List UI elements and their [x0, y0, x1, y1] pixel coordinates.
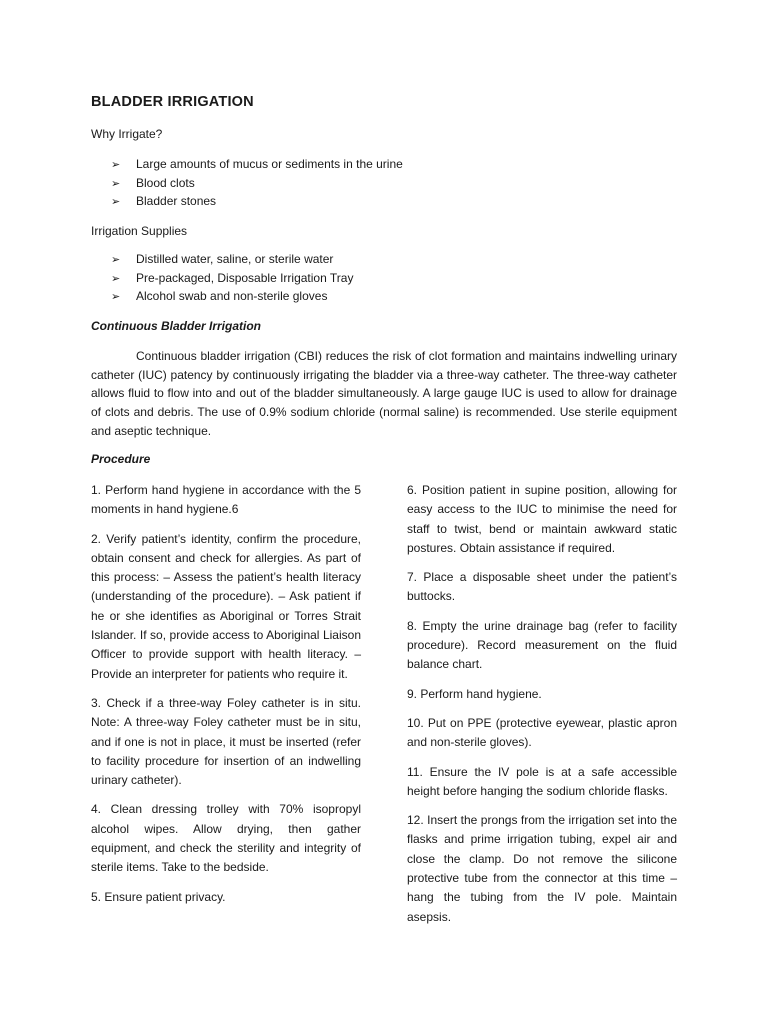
procedure-heading: Procedure: [91, 452, 151, 466]
procedure-step-9: 9. Perform hand hygiene.: [407, 686, 542, 701]
procedure-step-12: 12. Insert the prongs from the irrigation set into the flasks and prime irrigation tubing, expel air and close the clamp. Do not remove the silicone protective tube from the connector at this time – hang the tubing from the IV pole. Maintain asepsis.: [407, 813, 677, 924]
procedure-step-6: 6. Position patient in supine position, allowing for easy access to the IUC to minimise the need for staff to twist, bend or maintain awkward static postures. Obtain assistance if required.: [407, 483, 677, 555]
procedure-step-4: 4. Clean dressing trolley with 70% isopropyl alcohol wipes. Allow drying, then gather equipment, and check the sterility and integrity of sterile items. Take to the bedside.: [91, 802, 361, 875]
procedure-step-11: 11. Ensure the IV pole is at a safe accessible height before hanging the sodium chloride flasks.: [407, 764, 677, 798]
list-item: ➢ Pre-packaged, Disposable Irrigation Tray: [111, 269, 353, 288]
list-item: ➢ Distilled water, saline, or sterile water: [111, 250, 353, 269]
procedure-left-column: [91, 481, 361, 917]
page-title: BLADDER IRRIGATION: [91, 94, 254, 110]
procedure-step-10: 10. Put on PPE (protective eyewear, plastic apron and non-sterile gloves).: [407, 715, 677, 750]
procedure-step-5: 5. Ensure patient privacy.: [91, 889, 226, 904]
procedure-right-column: [407, 481, 677, 937]
arrow-bullet-icon: ➢: [111, 291, 121, 304]
procedure-step-7: 7. Place a disposable sheet under the patient’s buttocks.: [407, 570, 677, 604]
why-irrigate-heading: Why Irrigate?: [91, 127, 163, 141]
supplies-heading: Irrigation Supplies: [91, 224, 188, 238]
procedure-step-1: 1. Perform hand hygiene in accordance with the 5 moments in hand hygiene.6: [91, 483, 361, 517]
list-item: ➢ Large amounts of mucus or sediments in the urine: [111, 155, 403, 174]
arrow-bullet-icon: ➢: [111, 272, 121, 285]
list-item: ➢ Alcohol swab and non-sterile gloves: [111, 287, 353, 306]
arrow-bullet-icon: ➢: [111, 196, 121, 209]
arrow-bullet-icon: ➢: [111, 254, 121, 266]
continuous-paragraph: Continuous bladder irrigation (CBI) reduces the risk of clot formation and maintains indwelling urinary catheter (IUC) patency by continuously irrigating the bladder via a three-way catheter. The three-way catheter allows fluid to flow into and out of the bladder simultaneously. A large gauge IUC is used to allow for drainage of clots and debris. The use of 0.9% sodium chloride (normal saline) is recommended. Use sterile equipment and aseptic technique.: [91, 349, 677, 438]
list-item: ➢ Bladder stones: [111, 192, 403, 211]
supplies-list: [111, 250, 353, 306]
arrow-bullet-icon: ➢: [111, 159, 121, 171]
procedure-step-3: 3. Check if a three-way Foley catheter is in situ. Note: A three-way Foley catheter must be in situ, and if one is not in place, it must be inserted (refer to facility procedure for insertion of an indwelling urinary catheter).: [91, 695, 361, 788]
arrow-bullet-icon: ➢: [111, 177, 121, 190]
procedure-step-8: 8. Empty the urine drainage bag (refer to facility procedure). Record measurement on the fluid balance chart.: [407, 618, 677, 672]
procedure-step-2: 2. Verify patient’s identity, confirm the procedure, obtain consent and check for allergies. As part of this process: – Assess the patient’s health literacy (understanding of the procedure). – Ask patient if he or she identifies as Aboriginal or Torres Strait Islander. If so, provide access to Aboriginal Liaison Officer to provide support with health literacy. – Provide an interpreter for patients who require it.: [91, 531, 361, 681]
continuous-heading: Continuous Bladder Irrigation: [91, 319, 261, 333]
why-irrigate-list: [111, 155, 403, 211]
list-item: ➢ Blood clots: [111, 174, 403, 193]
